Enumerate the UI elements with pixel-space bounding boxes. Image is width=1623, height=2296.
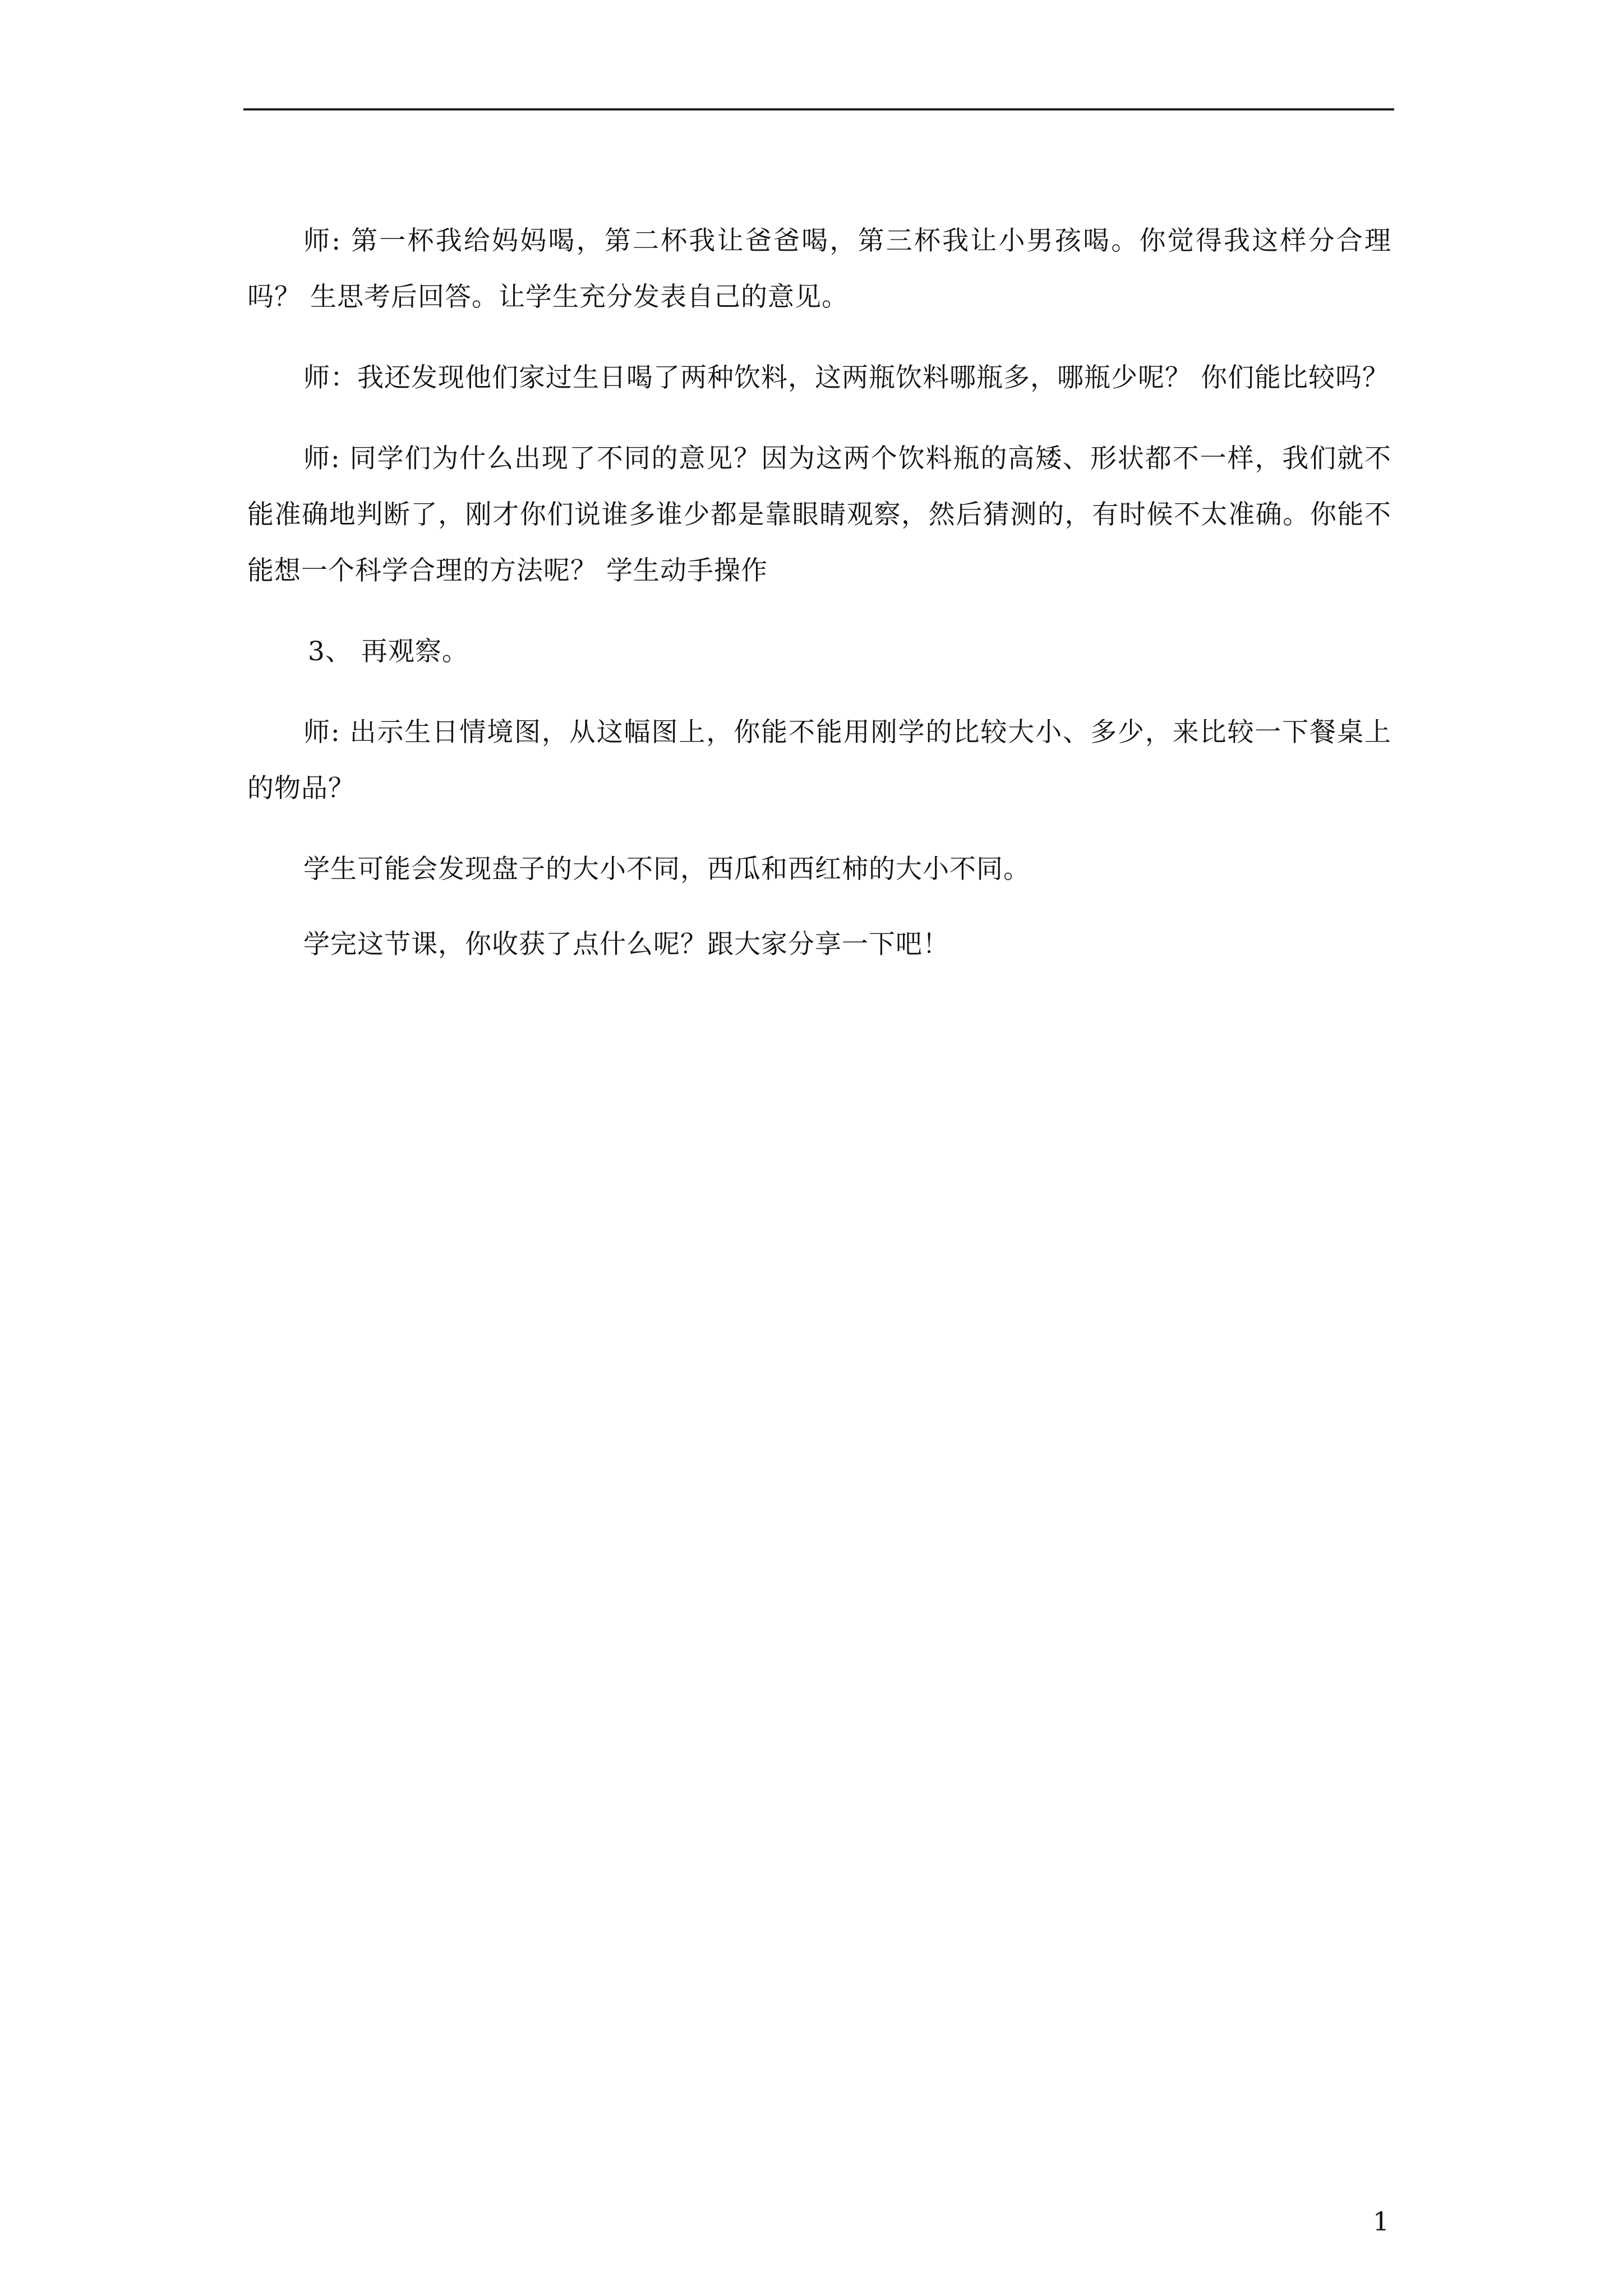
paragraph-teacher-opinions: 师: 同学们为什么出现了不同的意见？因为这两个饮料瓶的高矮、形状都不一样，我们就不能准确地判断了，刚才你们说谁多谁少都是靠眼睛观察，然后猜测的，有时候不太准确。你能不能想一个科学合理的方法呢？ 学生动手操作 [247,443,1391,586]
page-number: 1 [1373,2206,1390,2237]
paragraph-teacher-cups: 师: 第一杯我给妈妈喝，第二杯我让爸爸喝，第三杯我让小男孩喝。你觉得我这样分合理吗？ 生思考后回答。让学生充分发表自己的意见。 [247,226,1391,312]
paragraph-step-observe: 3、 再观察。 [308,636,469,667]
paragraph-student-discovery: 学生可能会发现盘子的大小不同，西瓜和西红柿的大小不同。 [303,854,1030,885]
paragraph-teacher-scene: 师: 出示生日情境图，从这幅图上，你能不能用刚学的比较大小、多少，来比较一下餐桌上的物品？ [247,717,1391,804]
paragraph-teacher-drinks: 师：我还发现他们家过生日喝了两种饮料，这两瓶饮料哪瓶多，哪瓶少呢？ 你们能比较吗？ [303,362,1389,393]
document-body [247,213,1391,997]
paragraph-summary: 学完这节课，你收获了点什么呢？跟大家分享一下吧！ [303,929,949,960]
header-rule [243,108,1394,111]
